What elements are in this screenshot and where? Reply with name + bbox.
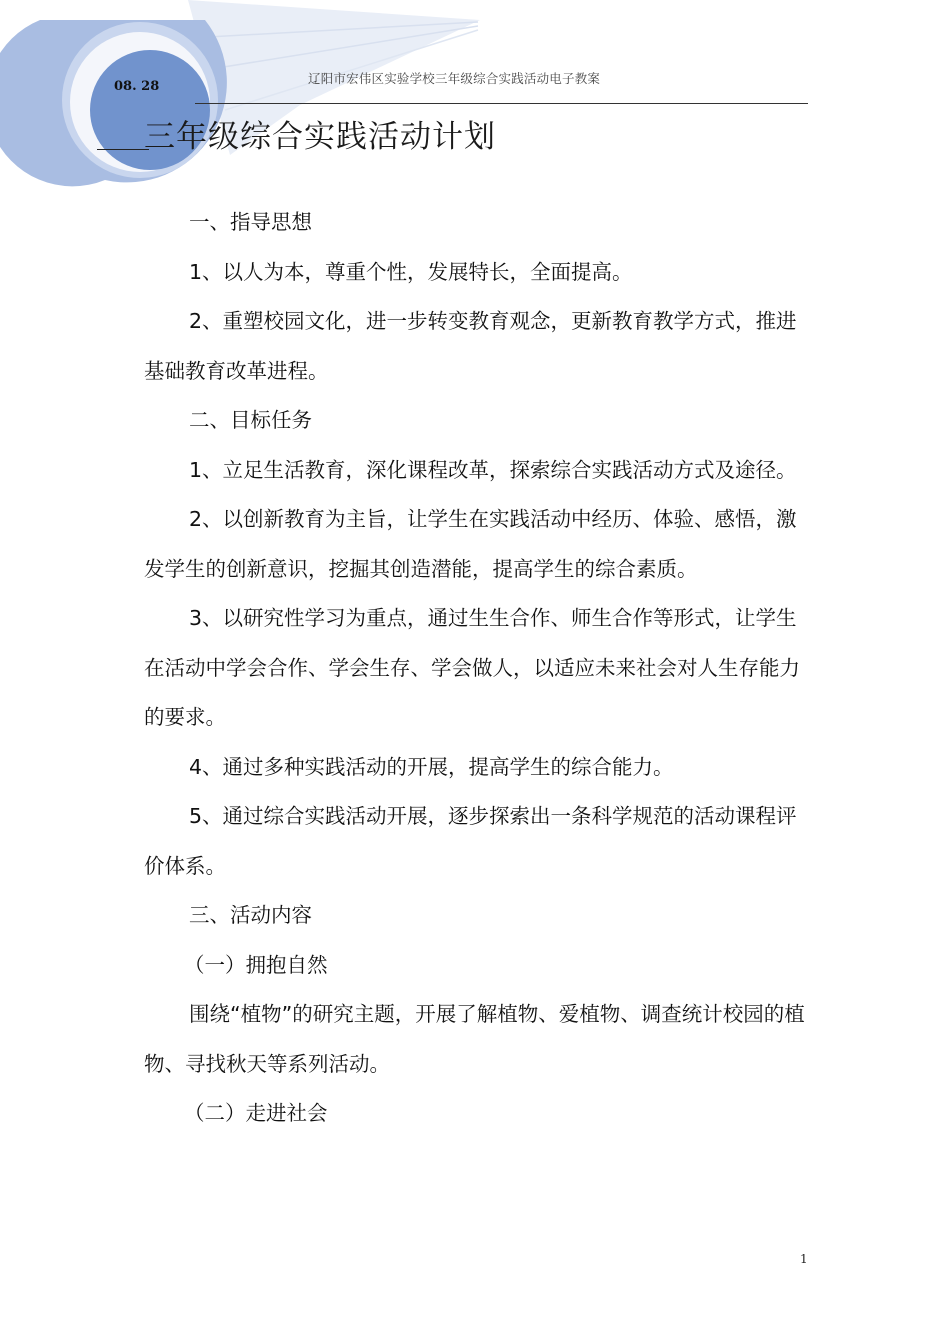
title-underline	[97, 149, 149, 150]
subsection-heading: （二）走进社会	[184, 1101, 328, 1125]
section-heading-guiding: 一、指导思想	[189, 210, 312, 234]
header-decoration	[0, 0, 520, 200]
document-body	[144, 198, 812, 1139]
paragraph: 2、重塑校园文化，进一步转变教育观念，更新教育教学方式，推进基础教育改革进程。	[144, 309, 797, 383]
header-date: 08. 28	[114, 79, 160, 94]
document-title: 三年级综合实践活动计划	[144, 119, 496, 155]
paragraph: 5、通过综合实践活动开展，逐步探索出一条科学规范的活动课程评价体系。	[144, 804, 797, 878]
section-heading-goals: 二、目标任务	[189, 408, 312, 432]
section-heading-activities: 三、活动内容	[189, 903, 312, 927]
paragraph: 1、立足生活教育，深化课程改革，探索综合实践活动方式及途径。	[189, 457, 797, 482]
paragraph: 3、以研究性学习为重点，通过生生合作、师生合作等形式，让学生在活动中学会合作、学会生存、学会做人，以适应未来社会对人生存能力的要求。	[144, 606, 800, 729]
paragraph: 1、以人为本，尊重个性，发展特长，全面提高。	[189, 259, 633, 284]
page-number: 1	[800, 1252, 808, 1266]
paragraph: 围绕“植物”的研究主题，开展了解植物、爱植物、调查统计校园的植物、寻找秋天等系列活动。	[144, 1002, 805, 1076]
header-subtitle: 辽阳市宏伟区实验学校三年级综合实践活动电子教案	[308, 71, 601, 86]
subsection-heading: （一）拥抱自然	[184, 952, 328, 977]
paragraph: 4、通过多种实践活动的开展，提高学生的综合能力。	[189, 754, 674, 779]
paragraph: 2、以创新教育为主旨，让学生在实践活动中经历、体验、感悟，激发学生的创新意识，挖掘其创造潜能，提高学生的综合素质。	[144, 507, 797, 581]
header-divider	[195, 103, 808, 104]
